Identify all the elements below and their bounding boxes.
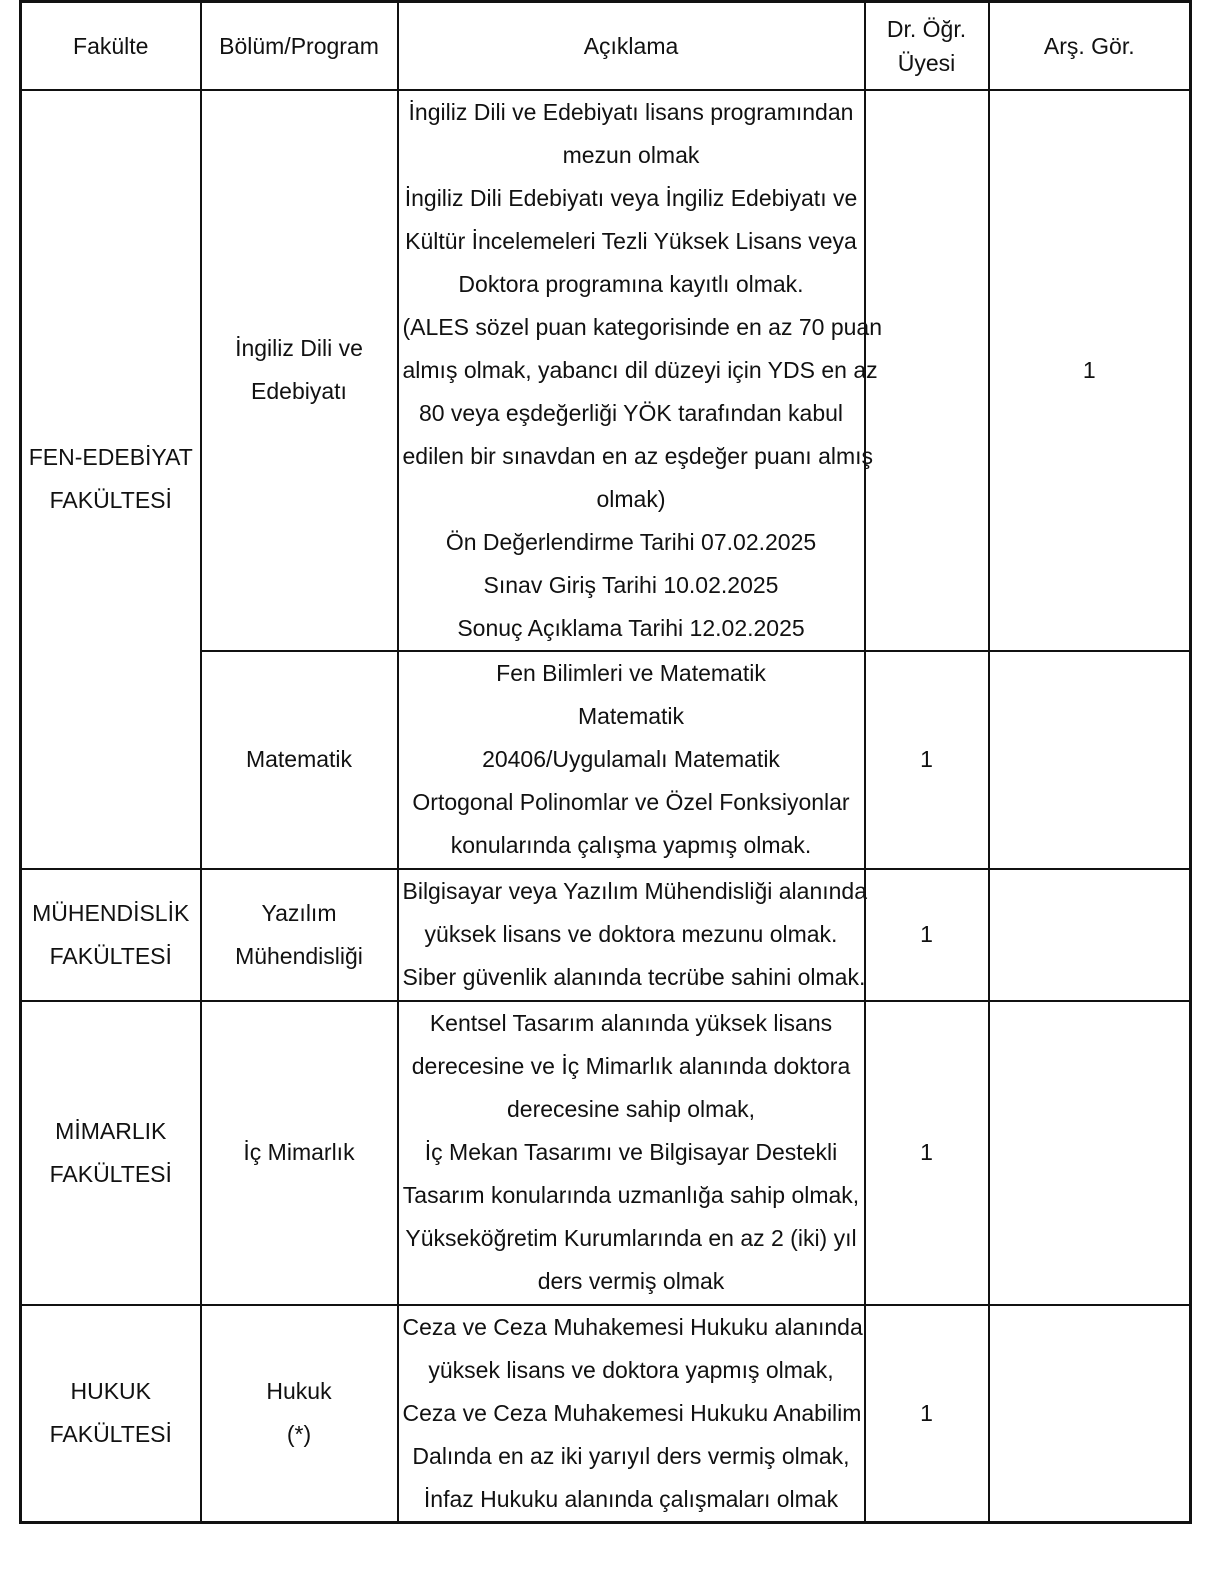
ra-count-cell [989,869,1191,1001]
program-cell: Matematik [201,651,398,869]
description-cell: İngiliz Dili ve Edebiyatı lisans programından mezun olmak İngiliz Dili Edebiyatı veya İngiliz Edebiyatı ve Kültür İncelemeleri Tezli Yüksek Lisans veya Doktora programına kayıtlı olmak. (ALES sözel puan kategorisinde en az 70 puan almış olmak, yabancı dil düzeyi için YDS en az 80 veya eşdeğerliği YÖK tarafından kabul edilen bir sınavdan en az eşdeğer puanı almış olmak) Ön Değerlendirme Tarihi 07.02.2025 Sınav Giriş Tarihi 10.02.2025 Sonuç Açıklama Tarihi 12.02.2025 [398,90,865,651]
table-row [21,1305,1191,1523]
program-cell: İngiliz Dili ve Edebiyatı [201,90,398,651]
header-program: Bölüm/Program [201,2,398,90]
program-cell: İç Mimarlık [201,1001,398,1305]
faculty-cell-muhendislik: MÜHENDİSLİK FAKÜLTESİ [21,869,201,1001]
ra-count-cell [989,1305,1191,1523]
faculty-cell-hukuk: HUKUK FAKÜLTESİ [21,1305,201,1523]
table-row [21,869,1191,1001]
ra-count-cell [989,1001,1191,1305]
header-description: Açıklama [398,2,865,90]
header-row [21,2,1191,90]
dr-count-cell: 1 [865,1305,989,1523]
positions-table [19,0,1192,1524]
ra-count-cell [989,651,1191,869]
dr-count-cell: 1 [865,1001,989,1305]
program-cell: Hukuk (*) [201,1305,398,1523]
description-cell: Kentsel Tasarım alanında yüksek lisans derecesine ve İç Mimarlık alanında doktora derecesine sahip olmak, İç Mekan Tasarımı ve Bilgisayar Destekli Tasarım konularında uzmanlığa sahip olmak, Yükseköğretim Kurumlarında en az 2 (iki) yıl ders vermiş olmak [398,1001,865,1305]
dr-count-cell: 1 [865,651,989,869]
description-cell: Fen Bilimleri ve Matematik Matematik 20406/Uygulamalı Matematik Ortogonal Polinomlar ve Özel Fonksiyonlar konularında çalışma yapmış olmak. [398,651,865,869]
faculty-cell-fen-edebiyat: FEN-EDEBİYAT FAKÜLTESİ [21,90,201,869]
table-row [21,1001,1191,1305]
ra-count-cell: 1 [989,90,1191,651]
header-dr-faculty-member: Dr. Öğr. Üyesi [865,2,989,90]
faculty-cell-mimarlik: MİMARLIK FAKÜLTESİ [21,1001,201,1305]
program-cell: Yazılım Mühendisliği [201,869,398,1001]
description-cell: Bilgisayar veya Yazılım Mühendisliği alanında yüksek lisans ve doktora mezunu olmak. Siber güvenlik alanında tecrübe sahini olmak. [398,869,865,1001]
description-cell: Ceza ve Ceza Muhakemesi Hukuku alanında yüksek lisans ve doktora yapmış olmak, Ceza ve Ceza Muhakemesi Hukuku Anabilim Dalında en az iki yarıyıl ders vermiş olmak, İnfaz Hukuku alanında çalışmaları olmak [398,1305,865,1523]
header-faculty: Fakülte [21,2,201,90]
dr-count-cell [865,90,989,651]
header-research-assistant: Arş. Gör. [989,2,1191,90]
table-row [21,90,1191,651]
dr-count-cell: 1 [865,869,989,1001]
